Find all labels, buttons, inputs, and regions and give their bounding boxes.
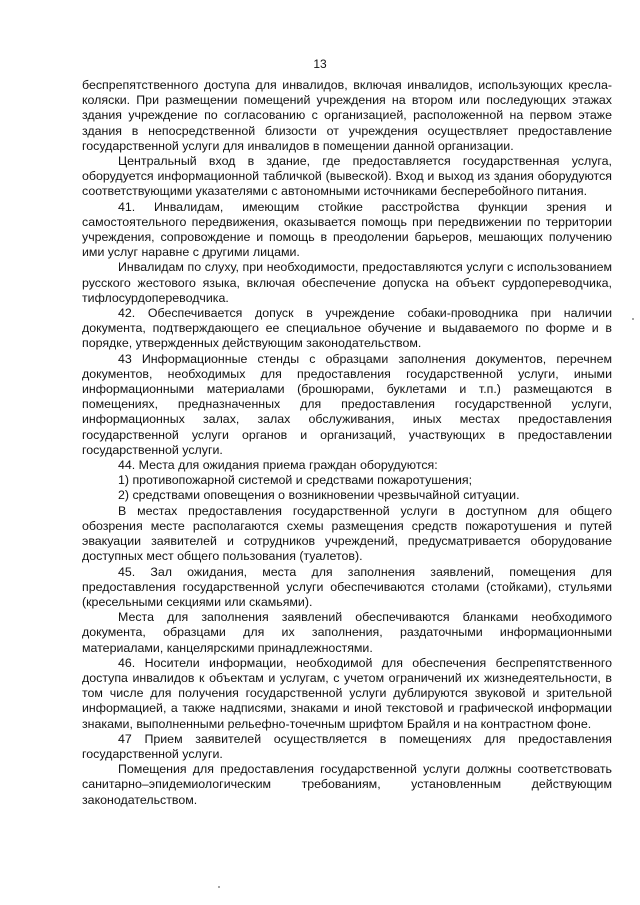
paragraph: Инвалидам по слуху, при необходимости, предоставляются услуги с использованием русского жестового языка, включая обеспечение допуска на объект сурдопереводчика, тифлосурдопереводчика. [82, 260, 612, 305]
paragraph: Места для заполнения заявлений обеспечиваются бланками необходимого документа, образцами для их заполнения, раздаточными информационными материалами, канцелярскими принадлежностями. [82, 610, 612, 655]
paragraph: 42. Обеспечивается допуск в учреждение собаки-проводника при наличии документа, подтверждающего ее специальное обучение и выдаваемого по форме и в порядке, утвержденных действующим законодательством. [82, 306, 612, 351]
paragraph: 41. Инвалидам, имеющим стойкие расстройства функции зрения и самостоятельного передвижения, оказывается помощь при передвижении по территории учреждения, сопровождение и помощь в преодолении барьеров, мешающих получению ими услуг наравне с другими лицами. [82, 199, 612, 260]
paragraph: Помещения для предоставления государственной услуги должны соответствовать санитарно–эпидемиологическим требованиям, установленным действующим законодательством. [82, 762, 612, 807]
paragraph: 1) противопожарной системой и средствами пожаротушения; [118, 473, 473, 488]
page-number: 13 [313, 57, 327, 71]
document-body [82, 78, 612, 808]
paragraph: 47 Прием заявителей осуществляется в помещениях для предоставления государственной услуги. [82, 731, 612, 761]
paragraph: 44. Места для ожидания приема граждан оборудуются: [118, 458, 438, 473]
scan-speck [218, 886, 220, 888]
paragraph: 45. Зал ожидания, места для заполнения заявлений, помещения для предоставления государственной услуги обеспечиваются столами (стойками), стульями (кресельными секциями или скамьями). [82, 564, 612, 609]
paragraph: 43 Информационные стенды с образцами заполнения документов, перечнем документов, необходимых для предоставления государственной услуги, иными информационными материалами (брошюрами, буклетами и т.п.) размещаются в помещениях, предназначенных для предоставления государственной услуги, информационных залах, залах обслуживания, иных местах предоставления государственной услуги органов и организаций, участвующих в предоставлении государственной услуги. [82, 351, 612, 457]
scan-speck [632, 318, 634, 320]
paragraph: 2) средствами оповещения о возникновении чрезвычайной ситуации. [118, 488, 520, 503]
paragraph: Центральный вход в здание, где предоставляется государственная услуга, оборудуется информационной табличкой (вывеской). Вход и выход из здания оборудуются соответствующими указателями с автономными источниками бесперебойного питания. [82, 154, 612, 199]
paragraph: В местах предоставления государственной услуги в доступном для общего обозрения месте располагаются схемы размещения средств пожаротушения и путей эвакуации заявителей и сотрудников учреждений, предусматривается оборудование доступных мест общего пользования (туалетов). [82, 503, 612, 564]
paragraph: беспрепятственного доступа для инвалидов, включая инвалидов, использующих кресла-коляски. При размещении помещений учреждения на втором или последующих этажах здания учреждение по согласованию с организацией, расположенной на первом этаже здания в непосредственной близости от учреждения осуществляет предоставление государственной услуги для инвалидов в помещении данной организации. [82, 78, 612, 153]
paragraph: 46. Носители информации, необходимой для обеспечения беспрепятственного доступа инвалидов к объектам и услугам, с учетом ограничений их жизнедеятельности, в том числе для получения государственной услуги дублируются звуковой и зрительной информацией, а также надписями, знаками и иной текстовой и графической информации знаками, выполненными рельефно-точечным шрифтом Брайля и на контрастном фоне. [82, 655, 612, 731]
